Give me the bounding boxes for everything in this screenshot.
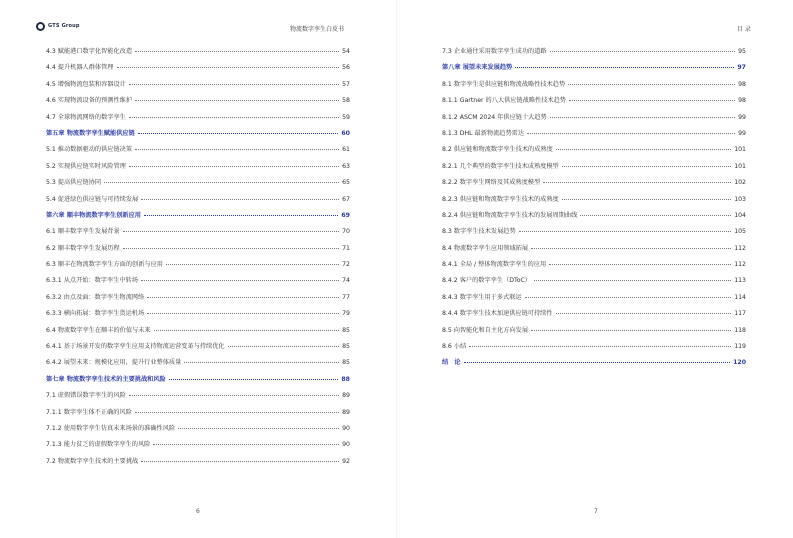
toc-entry-title: 第五章 物流数字孪生赋能供应链 — [46, 129, 135, 137]
toc-entry-title: 8.2.4 供应链和物流数字孪生技术的发展周期曲线 — [442, 211, 578, 219]
toc-entry[interactable] — [46, 112, 350, 128]
dot-leader — [129, 166, 339, 167]
toc-entry[interactable] — [442, 341, 746, 357]
dot-leader — [464, 362, 731, 363]
toc-entry-page: 77 — [342, 293, 350, 301]
toc-entry[interactable] — [442, 210, 746, 226]
toc-entry-page: 99 — [738, 129, 746, 137]
toc-entry-page: 113 — [734, 277, 746, 285]
toc-entry-page: 56 — [342, 64, 350, 72]
toc-entry-title: 4.5 增强物流包装和容器设计 — [46, 80, 126, 88]
toc-entry-page: 85 — [342, 343, 350, 351]
toc-entry[interactable] — [46, 226, 350, 242]
dot-leader — [531, 248, 731, 249]
toc-entry-title: 5.4 促进绿色供应链与可持续发展 — [46, 195, 139, 203]
dot-leader — [527, 133, 735, 134]
running-header-title: 目 录 — [737, 26, 751, 33]
toc-entry-page: 57 — [342, 80, 350, 88]
toc-entry-title: 4.4 提升机器人群体管理 — [46, 64, 114, 72]
dot-leader — [154, 330, 340, 331]
dot-leader — [562, 199, 731, 200]
toc-entry-page: 90 — [342, 424, 350, 432]
toc-entry[interactable] — [46, 308, 350, 324]
dot-leader — [138, 133, 339, 134]
toc-entry-page: 89 — [342, 408, 350, 416]
dot-leader — [129, 395, 339, 396]
toc-entry-title: 7.1.3 能力贫乏的虚假数字孪生的风险 — [46, 441, 151, 449]
toc-entry-title: 6.1 顺丰数字孪生发展背景 — [46, 228, 120, 236]
dot-leader — [144, 215, 338, 216]
dot-leader — [525, 297, 732, 298]
toc-entry-page: 118 — [734, 326, 746, 334]
dot-leader — [549, 264, 731, 265]
toc-entry[interactable] — [442, 259, 746, 275]
toc-entry-title: 8.4.2 客户的数字孪生（DToC） — [442, 277, 531, 285]
toc-entry-title: 6.4.2 展望未来：规模化应用，提升行业整体质量 — [46, 359, 182, 367]
toc-entry-page: 79 — [342, 310, 350, 318]
toc-entry[interactable] — [442, 144, 746, 160]
toc-entry-title: 5.1 推动数据驱动的供应链决策 — [46, 146, 133, 154]
toc-entry-title: 7.1 虚假错误数字孪生的风险 — [46, 392, 126, 400]
dot-leader — [519, 231, 732, 232]
toc-entry[interactable] — [442, 161, 746, 177]
toc-entry-page: 117 — [734, 310, 746, 318]
toc-entry-page: 99 — [738, 113, 746, 121]
toc-entry-title: 8.2.2 数字孪生网络及其成熟度模型 — [442, 179, 541, 187]
toc-entry-page: 98 — [738, 80, 746, 88]
toc-entry[interactable] — [46, 341, 350, 357]
toc-entry[interactable] — [46, 407, 350, 423]
dot-leader — [169, 379, 339, 380]
toc-entry[interactable] — [46, 275, 350, 291]
toc-entry[interactable] — [46, 423, 350, 439]
toc-entry-page: 71 — [342, 244, 350, 252]
dot-leader — [543, 182, 731, 183]
toc-entry-page: 95 — [738, 48, 746, 55]
dot-leader — [580, 215, 731, 216]
dot-leader — [469, 346, 731, 347]
running-header-title: 物流数字孪生白皮书 — [290, 26, 345, 33]
toc-entry-page: 85 — [342, 326, 350, 334]
toc-entry[interactable] — [46, 177, 350, 193]
toc-entry-page: 74 — [342, 277, 350, 285]
toc-entry-page: 88 — [341, 375, 350, 383]
toc-entry[interactable] — [442, 128, 746, 144]
toc-entry-title: 6.3.2 由点及面：数字孪生物流网络 — [46, 293, 145, 301]
toc-entry-title: 第八章 展望未来发展趋势 — [442, 64, 513, 72]
toc-entry-title: 第六章 顺丰物流数字孪生创新应用 — [46, 211, 141, 219]
toc-entry-title: 7.1.2 使用数字孪生仿真未来场景的准确性风险 — [46, 424, 176, 432]
toc-entry[interactable] — [46, 456, 350, 472]
toc-entry-page: 104 — [734, 211, 746, 219]
dot-leader — [141, 280, 339, 281]
toc-entry-page: 59 — [342, 113, 350, 121]
toc-entry[interactable] — [46, 62, 350, 78]
dot-leader — [166, 264, 339, 265]
toc-entry-page: 97 — [737, 64, 746, 72]
toc-entry[interactable] — [46, 325, 350, 341]
toc-entry[interactable] — [442, 292, 746, 308]
dot-leader — [104, 182, 339, 183]
dot-leader — [135, 51, 339, 52]
toc-entry-title: 第七章 物流数字孪生技术的主要挑战和风险 — [46, 375, 166, 383]
dot-leader — [117, 67, 340, 68]
toc-entry[interactable] — [442, 95, 746, 111]
toc-entry-title: 7.1.1 数字孪生体不正确的风险 — [46, 408, 132, 416]
toc-entry-title: 6.3.1 从点开始：数字孪生中转场 — [46, 277, 138, 285]
toc-entry-page: 58 — [342, 97, 350, 105]
toc-entry-page: 101 — [734, 162, 746, 170]
toc-entry-page: 105 — [734, 228, 746, 236]
dot-leader — [178, 428, 339, 429]
page-number: 7 — [594, 508, 598, 515]
dot-leader — [534, 280, 731, 281]
toc-entry-title: 8.1.3 DHL 最新物流趋势雷达 — [442, 129, 525, 137]
toc-entry[interactable] — [46, 390, 350, 406]
toc-chapter-entry[interactable] — [46, 128, 350, 144]
toc-entry-page: 67 — [342, 195, 350, 203]
toc-entry[interactable] — [442, 194, 746, 210]
toc-entry-title: 8.1 数字孪生是供应链和物流战略性技术趋势 — [442, 80, 566, 88]
toc-entry-page: 72 — [342, 261, 350, 269]
toc-entry-title: 8.2 供应链和物流数字孪生技术的成熟度 — [442, 146, 553, 154]
toc-entry-title: 5.3 提高供应链协同 — [46, 179, 102, 187]
toc-entry-title: 8.4.1 全局 / 整体物流数字孪生的应用 — [442, 261, 547, 269]
header-logo — [36, 22, 80, 31]
toc-entry-page: 114 — [734, 293, 746, 301]
toc-entry-page: 89 — [342, 392, 350, 400]
right-page — [397, 0, 793, 538]
dot-leader — [135, 100, 339, 101]
toc-entry[interactable] — [442, 112, 746, 128]
toc-chapter-entry[interactable] — [46, 210, 350, 226]
toc-entry-title: 6.3.3 横向拓展：数字孪生货运机场 — [46, 310, 145, 318]
toc-entry-page: 63 — [342, 162, 350, 170]
toc-entry[interactable] — [442, 177, 746, 193]
toc-list-left — [46, 46, 350, 472]
dot-leader — [531, 330, 731, 331]
toc-entry-title: 结 论 — [442, 359, 461, 367]
dot-leader — [568, 84, 735, 85]
dot-leader — [562, 166, 731, 167]
toc-entry-page: 119 — [734, 343, 746, 351]
toc-entry-title: 8.4.4 数字孪生技术加速供应链可持续性 — [442, 310, 553, 318]
toc-chapter-entry[interactable] — [442, 62, 746, 78]
toc-entry-title: 7.3 企业通往采用数字孪生成功的道路 — [442, 48, 547, 55]
toc-entry[interactable] — [46, 95, 350, 111]
toc-entry[interactable] — [46, 357, 350, 373]
toc-entry-title: 8.2.3 供应链和物流数字孪生技术的成熟度 — [442, 195, 559, 203]
toc-entry[interactable] — [46, 144, 350, 160]
dot-leader — [147, 313, 339, 314]
toc-entry-title: 8.2.1 几个典型的数字孪生技术成熟度模型 — [442, 162, 559, 170]
toc-entry-page: 54 — [342, 48, 350, 55]
dot-leader — [184, 362, 339, 363]
toc-entry[interactable] — [442, 46, 746, 62]
dot-leader — [569, 100, 735, 101]
dot-leader — [147, 297, 339, 298]
toc-entry-title: 8.5 向智能化和自主化方向发展 — [442, 326, 529, 334]
toc-entry-page: 101 — [734, 146, 746, 154]
toc-entry[interactable] — [46, 292, 350, 308]
toc-entry[interactable] — [442, 325, 746, 341]
logo-icon — [36, 22, 45, 31]
dot-leader — [550, 117, 735, 118]
dot-leader — [135, 412, 339, 413]
page-number: 6 — [196, 508, 200, 515]
toc-entry-page: 103 — [734, 195, 746, 203]
toc-entry[interactable] — [46, 46, 350, 62]
toc-entry[interactable] — [442, 79, 746, 95]
toc-entry[interactable] — [46, 439, 350, 455]
dot-leader — [228, 346, 340, 347]
dot-leader — [556, 313, 732, 314]
toc-list-right — [442, 46, 746, 374]
toc-entry-page: 70 — [342, 228, 350, 236]
toc-entry-page: 61 — [342, 146, 350, 154]
dot-leader — [141, 199, 339, 200]
toc-entry-title: 6.4 物流数字孪生在顺丰的价值与未来 — [46, 326, 151, 334]
toc-entry-title: 5.2 实现供应链实时风险管理 — [46, 162, 126, 170]
toc-entry-title: 8.6 小结 — [442, 343, 467, 351]
toc-entry-title: 4.3 赋能港口数字化智能化改造 — [46, 48, 133, 55]
toc-entry[interactable] — [442, 275, 746, 291]
dot-leader — [550, 51, 736, 52]
dot-leader — [129, 84, 339, 85]
dot-leader — [556, 149, 731, 150]
toc-chapter-entry[interactable] — [46, 374, 350, 390]
dot-leader — [129, 117, 339, 118]
toc-entry-title: 4.6 实现物流设备的预测性维护 — [46, 97, 133, 105]
toc-entry-title: 8.4 物流数字孪生应用领域拓展 — [442, 244, 529, 252]
toc-entry-page: 65 — [342, 179, 350, 187]
toc-entry-title: 4.7 全球物流网络的数字孪生 — [46, 113, 126, 121]
toc-entry-title: 6.2 顺丰数字孪生发展历程 — [46, 244, 120, 252]
toc-entry[interactable] — [46, 161, 350, 177]
toc-entry-title: 8.3 数字孪生技术发展趋势 — [442, 228, 516, 236]
toc-entry-title: 8.4.3 数字孪生用于多式联运 — [442, 293, 522, 301]
toc-entry-page: 90 — [342, 441, 350, 449]
toc-entry-page: 112 — [734, 244, 746, 252]
dot-leader — [141, 461, 339, 462]
logo-text: GTS Group — [48, 23, 80, 29]
toc-entry[interactable] — [442, 308, 746, 324]
dot-leader — [123, 248, 339, 249]
toc-entry-page: 120 — [733, 359, 746, 367]
toc-entry-page: 112 — [734, 261, 746, 269]
toc-entry-page: 60 — [341, 129, 350, 137]
toc-entry[interactable] — [442, 243, 746, 259]
toc-chapter-entry[interactable] — [442, 357, 746, 373]
toc-entry[interactable] — [442, 226, 746, 242]
dot-leader — [123, 231, 339, 232]
toc-entry-title: 7.2 物流数字孪生技术的主要挑战 — [46, 457, 139, 465]
toc-entry[interactable] — [46, 259, 350, 275]
toc-entry-page: 92 — [342, 457, 350, 465]
toc-entry-page: 85 — [342, 359, 350, 367]
toc-entry[interactable] — [46, 79, 350, 95]
left-page — [0, 0, 396, 538]
toc-entry-title: 8.1.2 ASCM 2024 年供应链十大趋势 — [442, 113, 547, 121]
toc-entry-title: 6.4.1 基于场景开发的数字孪生应用支持物流运营变革与持续优化 — [46, 343, 225, 351]
dot-leader — [153, 444, 339, 445]
toc-entry-title: 6.3 顺丰在物流数字孪生方面的创新与应用 — [46, 261, 163, 269]
toc-entry-page: 69 — [341, 211, 350, 219]
toc-entry[interactable] — [46, 243, 350, 259]
dot-leader — [515, 67, 734, 68]
toc-entry[interactable] — [46, 194, 350, 210]
toc-entry-title: 8.1.1 Gartner 的八大供应链战略性技术趋势 — [442, 97, 566, 105]
toc-entry-page: 98 — [738, 97, 746, 105]
toc-entry-page: 102 — [734, 179, 746, 187]
dot-leader — [135, 149, 339, 150]
